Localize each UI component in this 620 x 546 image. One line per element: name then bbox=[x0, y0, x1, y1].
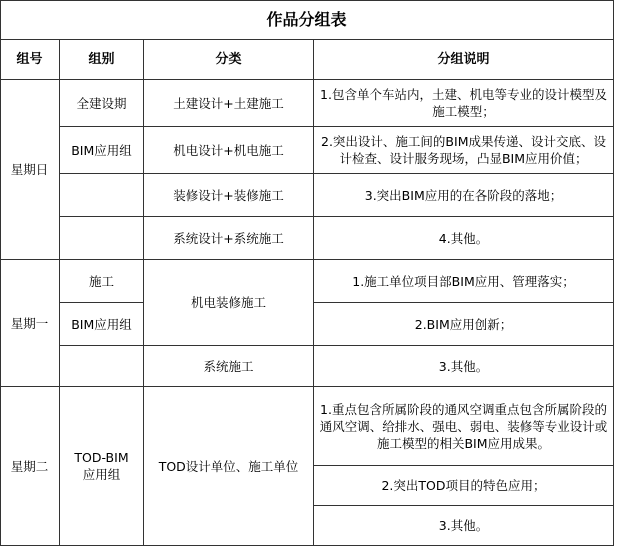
description-sunday-2: 2.突出设计、施工间的BIM成果传递、设计交底、设计检查、设计服务现场，凸显BIM应用价值； bbox=[314, 127, 614, 174]
day-tuesday: 星期二 bbox=[0, 387, 60, 546]
group-tod-bim: TOD-BIM应用组 bbox=[60, 387, 144, 546]
header-group-no: 组号 bbox=[0, 40, 60, 80]
description-sunday-4: 4.其他。 bbox=[314, 217, 614, 260]
group-empty-1 bbox=[60, 174, 144, 217]
day-sunday: 星期日 bbox=[0, 80, 60, 260]
description-monday-1: 1.施工单位项目部BIM应用、管理落实； bbox=[314, 260, 614, 303]
header-category: 分类 bbox=[144, 40, 314, 80]
description-tuesday-2: 2.突出TOD项目的特色应用； bbox=[314, 466, 614, 506]
header-description: 分组说明 bbox=[314, 40, 614, 80]
group-bim-sunday: BIM应用组 bbox=[60, 127, 144, 174]
description-tuesday-1: 1.重点包含所属阶段的通风空调重点包含所属阶段的通风空调、给排水、强电、弱电、装修等专业设计或施工模型的相关BIM应用成果。 bbox=[314, 387, 614, 466]
description-monday-3: 3.其他。 bbox=[314, 346, 614, 387]
category-mep-install: 机电装修施工 bbox=[144, 260, 314, 346]
description-tuesday-3: 3.其他。 bbox=[314, 506, 614, 546]
group-construction: 施工 bbox=[60, 260, 144, 303]
description-sunday-1: 1.包含单个车站内，土建、机电等专业的设计模型及施工模型； bbox=[314, 80, 614, 127]
category-system: 系统设计+系统施工 bbox=[144, 217, 314, 260]
table-title: 作品分组表 bbox=[0, 0, 614, 40]
category-mep: 机电设计+机电施工 bbox=[144, 127, 314, 174]
group-empty-3 bbox=[60, 346, 144, 387]
group-full-build: 全建设期 bbox=[60, 80, 144, 127]
group-bim-monday: BIM应用组 bbox=[60, 303, 144, 346]
day-monday: 星期一 bbox=[0, 260, 60, 387]
category-system-construction: 系统施工 bbox=[144, 346, 314, 387]
group-empty-2 bbox=[60, 217, 144, 260]
category-decor: 装修设计+装修施工 bbox=[144, 174, 314, 217]
category-tod-units: TOD设计单位、施工单位 bbox=[144, 387, 314, 546]
description-sunday-3: 3.突出BIM应用的在各阶段的落地； bbox=[314, 174, 614, 217]
description-monday-2: 2.BIM应用创新； bbox=[314, 303, 614, 346]
category-civil: 土建设计+土建施工 bbox=[144, 80, 314, 127]
header-group-type: 组别 bbox=[60, 40, 144, 80]
